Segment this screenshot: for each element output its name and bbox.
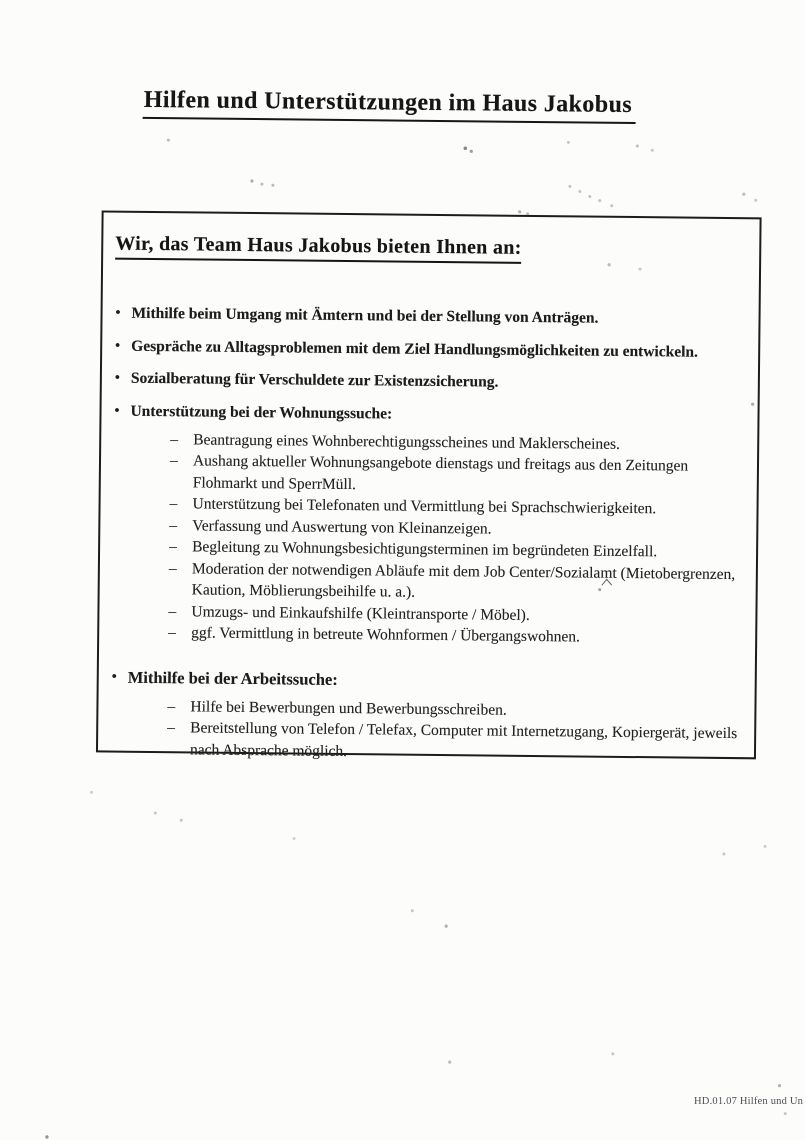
dash-icon: – bbox=[169, 538, 177, 556]
sub-list bbox=[127, 695, 739, 766]
offer-box bbox=[96, 210, 762, 759]
sub-list-item bbox=[168, 450, 741, 499]
bullet-icon: • bbox=[115, 338, 121, 354]
sub-item-label: Aushang aktueller Wohnungsangebote dienstags und freitags aus den Zeitungen Flohmarkt und SperrMüll. bbox=[192, 452, 689, 493]
sub-list bbox=[128, 428, 741, 649]
sub-item-label: Umzugs- und Einkaufshilfe (Kleintransporte / Möbel). bbox=[191, 602, 530, 624]
sub-item-label: Hilfe bei Bewerbungen und Bewerbungsschreiben. bbox=[190, 697, 507, 719]
list-item-label: Gespräche zu Alltagsproblemen mit dem Ziel Handlungsmöglichkeiten zu entwickeln. bbox=[131, 337, 699, 361]
list-item-label: Mithilfe beim Umgang mit Ämtern und bei der Stellung von Anträgen. bbox=[131, 304, 599, 327]
sub-list-item bbox=[165, 717, 738, 766]
sub-item-label: Moderation der notwendigen Abläufe mit dem Job Center/Sozialamt (Mietobergrenzen, Kaution, Möblierungsbeihilfe u. a.). bbox=[191, 559, 736, 601]
list-item-label: Unterstützung bei der Wohnungssuche: bbox=[130, 402, 393, 422]
list-item bbox=[115, 336, 742, 362]
list-item bbox=[112, 401, 741, 650]
list-item-label: Mithilfe bei der Arbeitssuche: bbox=[127, 667, 338, 689]
sub-item-label: Bereitstellung von Telefon / Telefax, Computer mit Internetzugang, Kopiergerät, jeweils nach Absprache möglich. bbox=[189, 719, 738, 760]
dash-icon: – bbox=[168, 624, 177, 642]
offer-list bbox=[110, 304, 747, 767]
sub-item-label: ggf. Vermittlung in betreute Wohnformen / Übergangswohnen. bbox=[191, 624, 581, 646]
bullet-icon: • bbox=[114, 403, 120, 419]
list-item bbox=[115, 369, 742, 395]
dash-icon: – bbox=[169, 495, 178, 513]
document-title: Hilfen und Unterstützungen im Haus Jakobus bbox=[143, 87, 637, 124]
sub-item-label: Unterstützung bei Telefonaten und Vermittlung bei Sprachschwierigkeiten. bbox=[192, 495, 657, 518]
sub-list-item bbox=[166, 622, 739, 649]
offer-box-heading: Wir, das Team Haus Jakobus bieten Ihnen an: bbox=[115, 233, 522, 264]
dash-icon: – bbox=[169, 452, 178, 470]
sub-item-label: Beantragung eines Wohnberechtigungsscheines und Maklerscheines. bbox=[193, 430, 621, 453]
dash-icon: – bbox=[167, 719, 176, 737]
dash-icon: – bbox=[168, 559, 177, 577]
footer-code: HD.01.07 Hilfen und Un bbox=[694, 1096, 804, 1107]
sub-list-item bbox=[167, 558, 740, 607]
sub-item-label: Begleitung zu Wohnungsbesichtigungsterminen im begründeten Einzelfall. bbox=[192, 538, 658, 561]
scan-noise bbox=[1, 0, 3, 1]
bullet-icon: • bbox=[114, 370, 120, 386]
dash-icon: – bbox=[169, 516, 178, 534]
list-item-label: Sozialberatung für Verschuldete zur Existenzsicherung. bbox=[130, 369, 499, 391]
bullet-icon: • bbox=[115, 305, 121, 321]
dash-icon: – bbox=[167, 697, 176, 715]
bullet-icon: • bbox=[111, 669, 117, 685]
dash-icon: – bbox=[170, 430, 179, 448]
list-item bbox=[111, 667, 739, 766]
sub-item-label: Verfassung und Auswertung von Kleinanzeigen. bbox=[192, 516, 492, 538]
dash-icon: – bbox=[168, 602, 177, 620]
list-item bbox=[115, 304, 742, 330]
